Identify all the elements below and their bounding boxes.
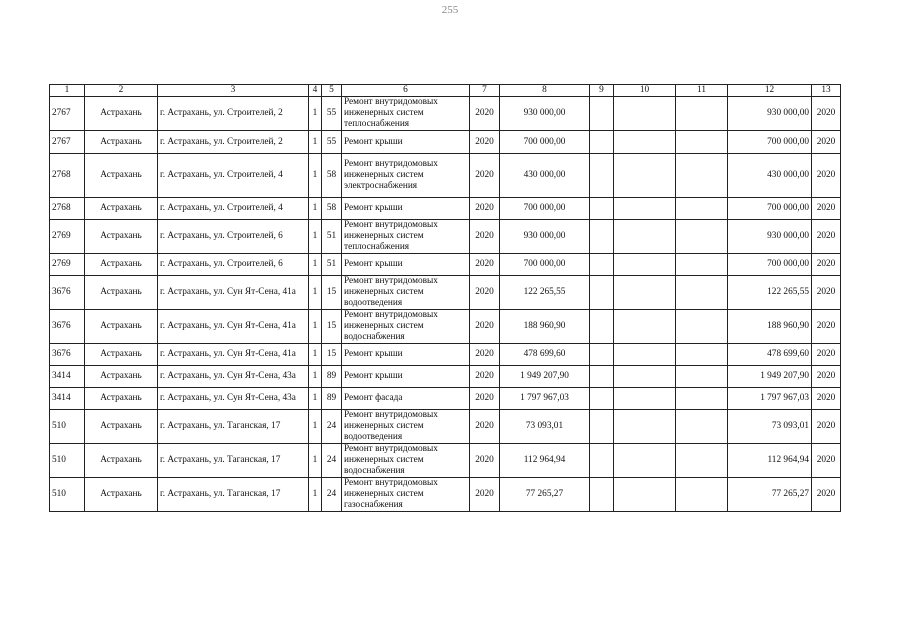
cell-col-9 bbox=[590, 131, 614, 154]
cell-col-10 bbox=[614, 410, 676, 444]
table-row bbox=[50, 154, 841, 198]
cell-col-13: 2020 bbox=[812, 310, 841, 344]
cell-col-4: 1 bbox=[309, 344, 322, 366]
table-row bbox=[50, 254, 841, 276]
cell-col-4: 1 bbox=[309, 220, 322, 254]
column-header: 13 bbox=[812, 85, 841, 97]
cell-col-5: 55 bbox=[322, 131, 342, 154]
cell-cost: 700 000,00 bbox=[500, 198, 590, 220]
column-header: 10 bbox=[614, 85, 676, 97]
cell-col-9 bbox=[590, 97, 614, 131]
cell-house-id: 510 bbox=[50, 444, 85, 478]
cell-work-type: Ремонт внутридомовых инженерных систем теплоснабжения bbox=[342, 97, 470, 131]
cell-total: 77 265,27 bbox=[728, 478, 812, 512]
registry-table bbox=[49, 84, 841, 512]
cell-total: 700 000,00 bbox=[728, 198, 812, 220]
cell-work-type: Ремонт внутридомовых инженерных систем водоснабжения bbox=[342, 310, 470, 344]
cell-col-5: 51 bbox=[322, 254, 342, 276]
cell-work-type: Ремонт внутридомовых инженерных систем газоснабжения bbox=[342, 478, 470, 512]
cell-house-id: 3414 bbox=[50, 388, 85, 410]
page-number: 255 bbox=[441, 4, 459, 14]
column-header: 5 bbox=[322, 85, 342, 97]
cell-col-10 bbox=[614, 97, 676, 131]
cell-col-11 bbox=[676, 131, 728, 154]
cell-col-13: 2020 bbox=[812, 154, 841, 198]
cell-col-10 bbox=[614, 220, 676, 254]
cell-address: г. Астрахань, ул. Строителей, 2 bbox=[158, 131, 309, 154]
cell-year: 2020 bbox=[470, 310, 500, 344]
cell-address: г. Астрахань, ул. Сун Ят-Сена, 41а bbox=[158, 344, 309, 366]
table-row bbox=[50, 220, 841, 254]
cell-col-4: 1 bbox=[309, 410, 322, 444]
cell-col-5: 55 bbox=[322, 97, 342, 131]
cell-col-9 bbox=[590, 344, 614, 366]
cell-col-11 bbox=[676, 220, 728, 254]
cell-col-13: 2020 bbox=[812, 220, 841, 254]
table-row bbox=[50, 198, 841, 220]
cell-col-4: 1 bbox=[309, 254, 322, 276]
cell-col-13: 2020 bbox=[812, 410, 841, 444]
cell-year: 2020 bbox=[470, 254, 500, 276]
cell-house-id: 510 bbox=[50, 478, 85, 512]
cell-col-11 bbox=[676, 198, 728, 220]
table-row bbox=[50, 344, 841, 366]
cell-col-9 bbox=[590, 254, 614, 276]
cell-cost: 700 000,00 bbox=[500, 254, 590, 276]
cell-col-10 bbox=[614, 198, 676, 220]
column-header: 4 bbox=[309, 85, 322, 97]
cell-col-13: 2020 bbox=[812, 198, 841, 220]
cell-col-5: 15 bbox=[322, 276, 342, 310]
column-header: 11 bbox=[676, 85, 728, 97]
table-row bbox=[50, 388, 841, 410]
cell-cost: 478 699,60 bbox=[500, 344, 590, 366]
cell-total: 430 000,00 bbox=[728, 154, 812, 198]
cell-address: г. Астрахань, ул. Таганская, 17 bbox=[158, 478, 309, 512]
cell-house-id: 3676 bbox=[50, 344, 85, 366]
cell-year: 2020 bbox=[470, 366, 500, 388]
cell-year: 2020 bbox=[470, 154, 500, 198]
cell-work-type: Ремонт крыши bbox=[342, 344, 470, 366]
cell-city: Астрахань bbox=[85, 344, 158, 366]
cell-col-4: 1 bbox=[309, 366, 322, 388]
cell-col-5: 51 bbox=[322, 220, 342, 254]
cell-col-9 bbox=[590, 154, 614, 198]
cell-col-13: 2020 bbox=[812, 131, 841, 154]
table-row bbox=[50, 310, 841, 344]
cell-col-5: 89 bbox=[322, 388, 342, 410]
cell-house-id: 2767 bbox=[50, 131, 85, 154]
cell-cost: 930 000,00 bbox=[500, 220, 590, 254]
cell-house-id: 510 bbox=[50, 410, 85, 444]
cell-cost: 1 797 967,03 bbox=[500, 388, 590, 410]
cell-cost: 77 265,27 bbox=[500, 478, 590, 512]
cell-city: Астрахань bbox=[85, 388, 158, 410]
cell-col-5: 24 bbox=[322, 478, 342, 512]
cell-house-id: 2768 bbox=[50, 198, 85, 220]
cell-city: Астрахань bbox=[85, 154, 158, 198]
cell-house-id: 2769 bbox=[50, 254, 85, 276]
cell-house-id: 3414 bbox=[50, 366, 85, 388]
cell-house-id: 2767 bbox=[50, 97, 85, 131]
cell-work-type: Ремонт крыши bbox=[342, 254, 470, 276]
cell-col-10 bbox=[614, 254, 676, 276]
cell-col-9 bbox=[590, 444, 614, 478]
cell-col-10 bbox=[614, 131, 676, 154]
cell-cost: 112 964,94 bbox=[500, 444, 590, 478]
cell-city: Астрахань bbox=[85, 97, 158, 131]
cell-cost: 430 000,00 bbox=[500, 154, 590, 198]
cell-address: г. Астрахань, ул. Сун Ят-Сена, 41а bbox=[158, 310, 309, 344]
cell-col-9 bbox=[590, 410, 614, 444]
cell-col-10 bbox=[614, 478, 676, 512]
column-header: 2 bbox=[85, 85, 158, 97]
cell-total: 930 000,00 bbox=[728, 220, 812, 254]
cell-address: г. Астрахань, ул. Строителей, 4 bbox=[158, 198, 309, 220]
cell-col-13: 2020 bbox=[812, 276, 841, 310]
cell-city: Астрахань bbox=[85, 131, 158, 154]
cell-col-5: 58 bbox=[322, 154, 342, 198]
cell-work-type: Ремонт внутридомовых инженерных систем электроснабжения bbox=[342, 154, 470, 198]
cell-total: 1 797 967,03 bbox=[728, 388, 812, 410]
cell-work-type: Ремонт крыши bbox=[342, 366, 470, 388]
cell-col-11 bbox=[676, 366, 728, 388]
cell-col-4: 1 bbox=[309, 444, 322, 478]
cell-col-9 bbox=[590, 220, 614, 254]
cell-year: 2020 bbox=[470, 97, 500, 131]
cell-col-11 bbox=[676, 310, 728, 344]
cell-work-type: Ремонт крыши bbox=[342, 198, 470, 220]
cell-col-10 bbox=[614, 444, 676, 478]
cell-year: 2020 bbox=[470, 220, 500, 254]
cell-total: 700 000,00 bbox=[728, 254, 812, 276]
cell-work-type: Ремонт внутридомовых инженерных систем водоотведения bbox=[342, 410, 470, 444]
cell-year: 2020 bbox=[470, 131, 500, 154]
cell-col-5: 24 bbox=[322, 410, 342, 444]
cell-col-13: 2020 bbox=[812, 97, 841, 131]
cell-col-4: 1 bbox=[309, 276, 322, 310]
cell-city: Астрахань bbox=[85, 220, 158, 254]
cell-col-9 bbox=[590, 478, 614, 512]
cell-col-10 bbox=[614, 276, 676, 310]
column-header: 6 bbox=[342, 85, 470, 97]
cell-col-4: 1 bbox=[309, 154, 322, 198]
cell-cost: 122 265,55 bbox=[500, 276, 590, 310]
cell-col-11 bbox=[676, 276, 728, 310]
cell-total: 122 265,55 bbox=[728, 276, 812, 310]
table-row bbox=[50, 276, 841, 310]
cell-year: 2020 bbox=[470, 276, 500, 310]
cell-col-10 bbox=[614, 388, 676, 410]
cell-col-9 bbox=[590, 198, 614, 220]
cell-city: Астрахань bbox=[85, 310, 158, 344]
cell-city: Астрахань bbox=[85, 198, 158, 220]
cell-col-11 bbox=[676, 97, 728, 131]
cell-col-11 bbox=[676, 410, 728, 444]
cell-address: г. Астрахань, ул. Сун Ят-Сена, 43а bbox=[158, 366, 309, 388]
cell-col-10 bbox=[614, 310, 676, 344]
cell-col-5: 58 bbox=[322, 198, 342, 220]
cell-col-9 bbox=[590, 310, 614, 344]
cell-col-4: 1 bbox=[309, 310, 322, 344]
column-header: 7 bbox=[470, 85, 500, 97]
cell-col-13: 2020 bbox=[812, 388, 841, 410]
cell-city: Астрахань bbox=[85, 276, 158, 310]
cell-total: 1 949 207,90 bbox=[728, 366, 812, 388]
cell-col-4: 1 bbox=[309, 198, 322, 220]
cell-total: 478 699,60 bbox=[728, 344, 812, 366]
table-row bbox=[50, 478, 841, 512]
cell-house-id: 3676 bbox=[50, 276, 85, 310]
cell-work-type: Ремонт внутридомовых инженерных систем водоотведения bbox=[342, 276, 470, 310]
cell-col-5: 15 bbox=[322, 344, 342, 366]
cell-col-5: 15 bbox=[322, 310, 342, 344]
cell-col-11 bbox=[676, 254, 728, 276]
cell-col-4: 1 bbox=[309, 388, 322, 410]
cell-col-13: 2020 bbox=[812, 344, 841, 366]
column-header: 8 bbox=[500, 85, 590, 97]
cell-year: 2020 bbox=[470, 344, 500, 366]
cell-col-9 bbox=[590, 276, 614, 310]
cell-address: г. Астрахань, ул. Сун Ят-Сена, 41а bbox=[158, 276, 309, 310]
cell-cost: 1 949 207,90 bbox=[500, 366, 590, 388]
cell-work-type: Ремонт внутридомовых инженерных систем теплоснабжения bbox=[342, 220, 470, 254]
cell-cost: 700 000,00 bbox=[500, 131, 590, 154]
cell-col-4: 1 bbox=[309, 97, 322, 131]
cell-city: Астрахань bbox=[85, 254, 158, 276]
cell-city: Астрахань bbox=[85, 478, 158, 512]
cell-address: г. Астрахань, ул. Сун Ят-Сена, 43а bbox=[158, 388, 309, 410]
cell-col-10 bbox=[614, 344, 676, 366]
cell-col-13: 2020 bbox=[812, 366, 841, 388]
cell-year: 2020 bbox=[470, 388, 500, 410]
header-row bbox=[50, 85, 841, 97]
table-row bbox=[50, 366, 841, 388]
cell-work-type: Ремонт внутридомовых инженерных систем водоснабжения bbox=[342, 444, 470, 478]
cell-city: Астрахань bbox=[85, 444, 158, 478]
cell-col-13: 2020 bbox=[812, 254, 841, 276]
column-header: 9 bbox=[590, 85, 614, 97]
cell-work-type: Ремонт крыши bbox=[342, 131, 470, 154]
cell-total: 73 093,01 bbox=[728, 410, 812, 444]
cell-total: 112 964,94 bbox=[728, 444, 812, 478]
cell-address: г. Астрахань, ул. Таганская, 17 bbox=[158, 410, 309, 444]
cell-col-11 bbox=[676, 388, 728, 410]
cell-col-9 bbox=[590, 366, 614, 388]
cell-city: Астрахань bbox=[85, 366, 158, 388]
cell-total: 188 960,90 bbox=[728, 310, 812, 344]
cell-address: г. Астрахань, ул. Таганская, 17 bbox=[158, 444, 309, 478]
cell-col-11 bbox=[676, 154, 728, 198]
cell-house-id: 2769 bbox=[50, 220, 85, 254]
cell-year: 2020 bbox=[470, 444, 500, 478]
table-row bbox=[50, 97, 841, 131]
column-header: 1 bbox=[50, 85, 85, 97]
cell-work-type: Ремонт фасада bbox=[342, 388, 470, 410]
cell-address: г. Астрахань, ул. Строителей, 6 bbox=[158, 254, 309, 276]
cell-col-4: 1 bbox=[309, 478, 322, 512]
cell-address: г. Астрахань, ул. Строителей, 6 bbox=[158, 220, 309, 254]
cell-cost: 73 093,01 bbox=[500, 410, 590, 444]
cell-address: г. Астрахань, ул. Строителей, 4 bbox=[158, 154, 309, 198]
cell-col-11 bbox=[676, 344, 728, 366]
cell-address: г. Астрахань, ул. Строителей, 2 bbox=[158, 97, 309, 131]
cell-col-11 bbox=[676, 478, 728, 512]
cell-year: 2020 bbox=[470, 410, 500, 444]
cell-house-id: 2768 bbox=[50, 154, 85, 198]
cell-col-13: 2020 bbox=[812, 478, 841, 512]
cell-year: 2020 bbox=[470, 198, 500, 220]
cell-col-5: 89 bbox=[322, 366, 342, 388]
registry-table-wrapper bbox=[49, 84, 840, 512]
cell-col-10 bbox=[614, 154, 676, 198]
cell-col-11 bbox=[676, 444, 728, 478]
cell-col-9 bbox=[590, 388, 614, 410]
column-header: 3 bbox=[158, 85, 309, 97]
cell-col-13: 2020 bbox=[812, 444, 841, 478]
cell-total: 700 000,00 bbox=[728, 131, 812, 154]
cell-house-id: 3676 bbox=[50, 310, 85, 344]
cell-col-5: 24 bbox=[322, 444, 342, 478]
cell-total: 930 000,00 bbox=[728, 97, 812, 131]
column-header: 12 bbox=[728, 85, 812, 97]
table-body bbox=[50, 85, 841, 512]
cell-cost: 930 000,00 bbox=[500, 97, 590, 131]
table-row bbox=[50, 131, 841, 154]
cell-year: 2020 bbox=[470, 478, 500, 512]
cell-cost: 188 960,90 bbox=[500, 310, 590, 344]
table-row bbox=[50, 410, 841, 444]
cell-city: Астрахань bbox=[85, 410, 158, 444]
cell-col-10 bbox=[614, 366, 676, 388]
table-row bbox=[50, 444, 841, 478]
cell-col-4: 1 bbox=[309, 131, 322, 154]
